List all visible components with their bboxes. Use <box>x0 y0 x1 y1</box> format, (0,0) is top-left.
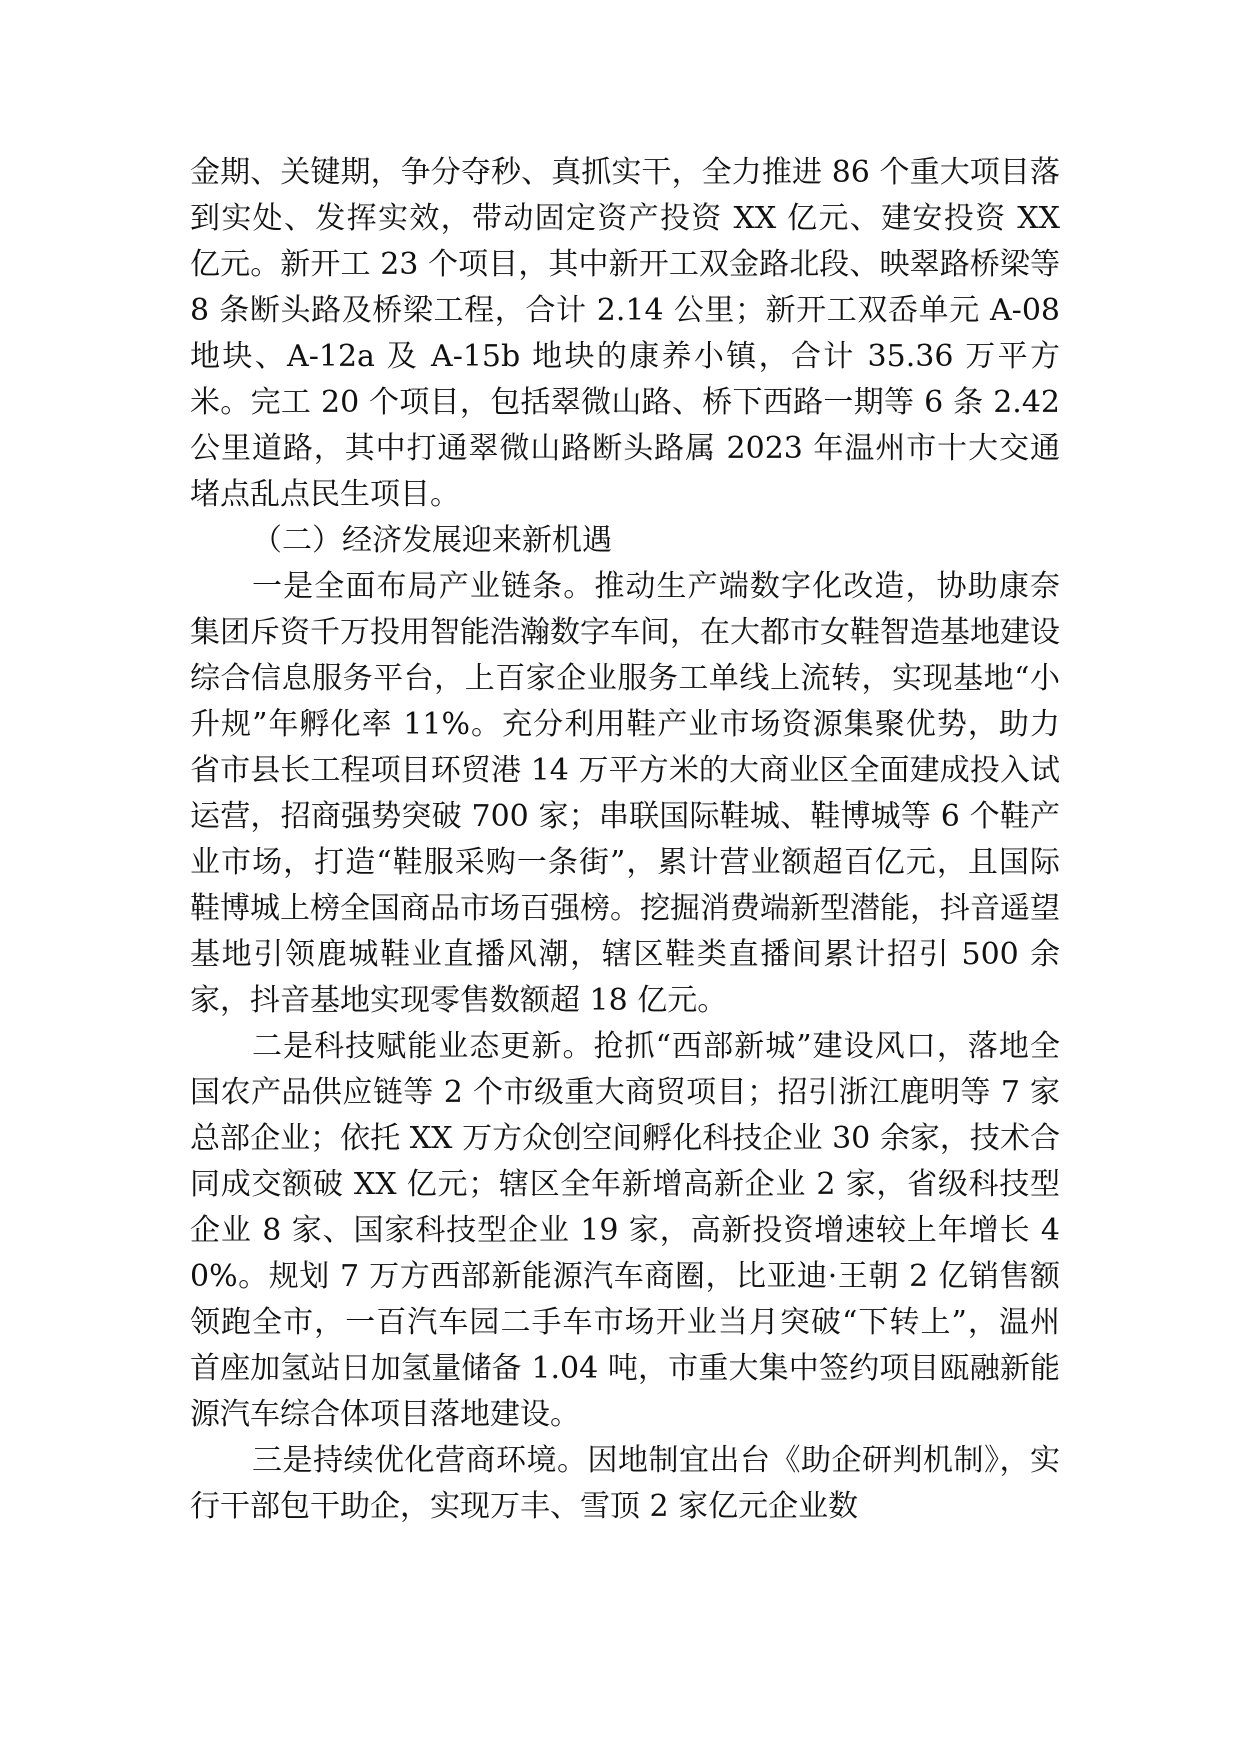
section-heading: （二）经济发展迎来新机遇 <box>252 523 612 558</box>
paragraph-business-environment: 三是持续优化营商环境。因地制宜出台《助企研判机制》，实行干部包干助企，实现万丰、雪顶 2 家亿元企业数 <box>190 1443 1060 1524</box>
paragraph-continuation: 金期、关键期，争分夺秒、真抓实干，全力推进 86 个重大项目落到实处、发挥实效，带动固定资产投资 XX 亿元、建安投资 XX 亿元。新开工 23 个项目，其中新开工双金路北段、映翠路桥梁等 8 条断头路及桥梁工程，合计 2.14 公里；新开工双岙单元 A-08 地块、A-12a 及 A-15b 地块的康养小镇，合计 35.36 万平方米。完工 20 个项目，包括翠微山路、桥下西路一期等 6 条 2.42 公里道路，其中打通翠微山路断头路属 2023 年温州市十大交通堵点乱点民生项目。 <box>190 155 1060 512</box>
paragraph-tech-empowerment: 二是科技赋能业态更新。抢抓“西部新城”建设风口，落地全国农产品供应链等 2 个市级重大商贸项目；招引浙江鹿明等 7 家总部企业；依托 XX 万方众创空间孵化科技企业 30 余家，技术合同成交额破 XX 亿元；辖区全年新增高新企业 2 家，省级科技型企业 8 家、国家科技型企业 19 家，高新投资增速较上年增长 40%。规划 7 万方西部新能源汽车商圈，比亚迪·王朝 2 亿销售额领跑全市，一百汽车园二手车市场开业当月突破“下转上”，温州首座加氢站日加氢量储备 1.04 吨，市重大集中签约项目瓯融新能源汽车综合体项目落地建设。 <box>190 1029 1060 1432</box>
paragraph-industry-chain: 一是全面布局产业链条。推动生产端数字化改造，协助康奈集团斥资千万投用智能浩瀚数字车间，在大都市女鞋智造基地建设综合信息服务平台，上百家企业服务工单线上流转，实现基地“小升规”年孵化率 11%。充分利用鞋产业市场资源集聚优势，助力省市县长工程项目环贸港 14 万平方米的大商业区全面建成投入试运营，招商强势突破 700 家；串联国际鞋城、鞋博城等 6 个鞋产业市场，打造“鞋服采购一条街”，累计营业额超百亿元，且国际鞋博城上榜全国商品市场百强榜。挖掘消费端新型潜能，抖音遥望基地引领鹿城鞋业直播风潮，辖区鞋类直播间累计招引 500 余家，抖音基地实现零售数额超 18 亿元。 <box>190 569 1060 1018</box>
document-page <box>190 150 1060 1530</box>
